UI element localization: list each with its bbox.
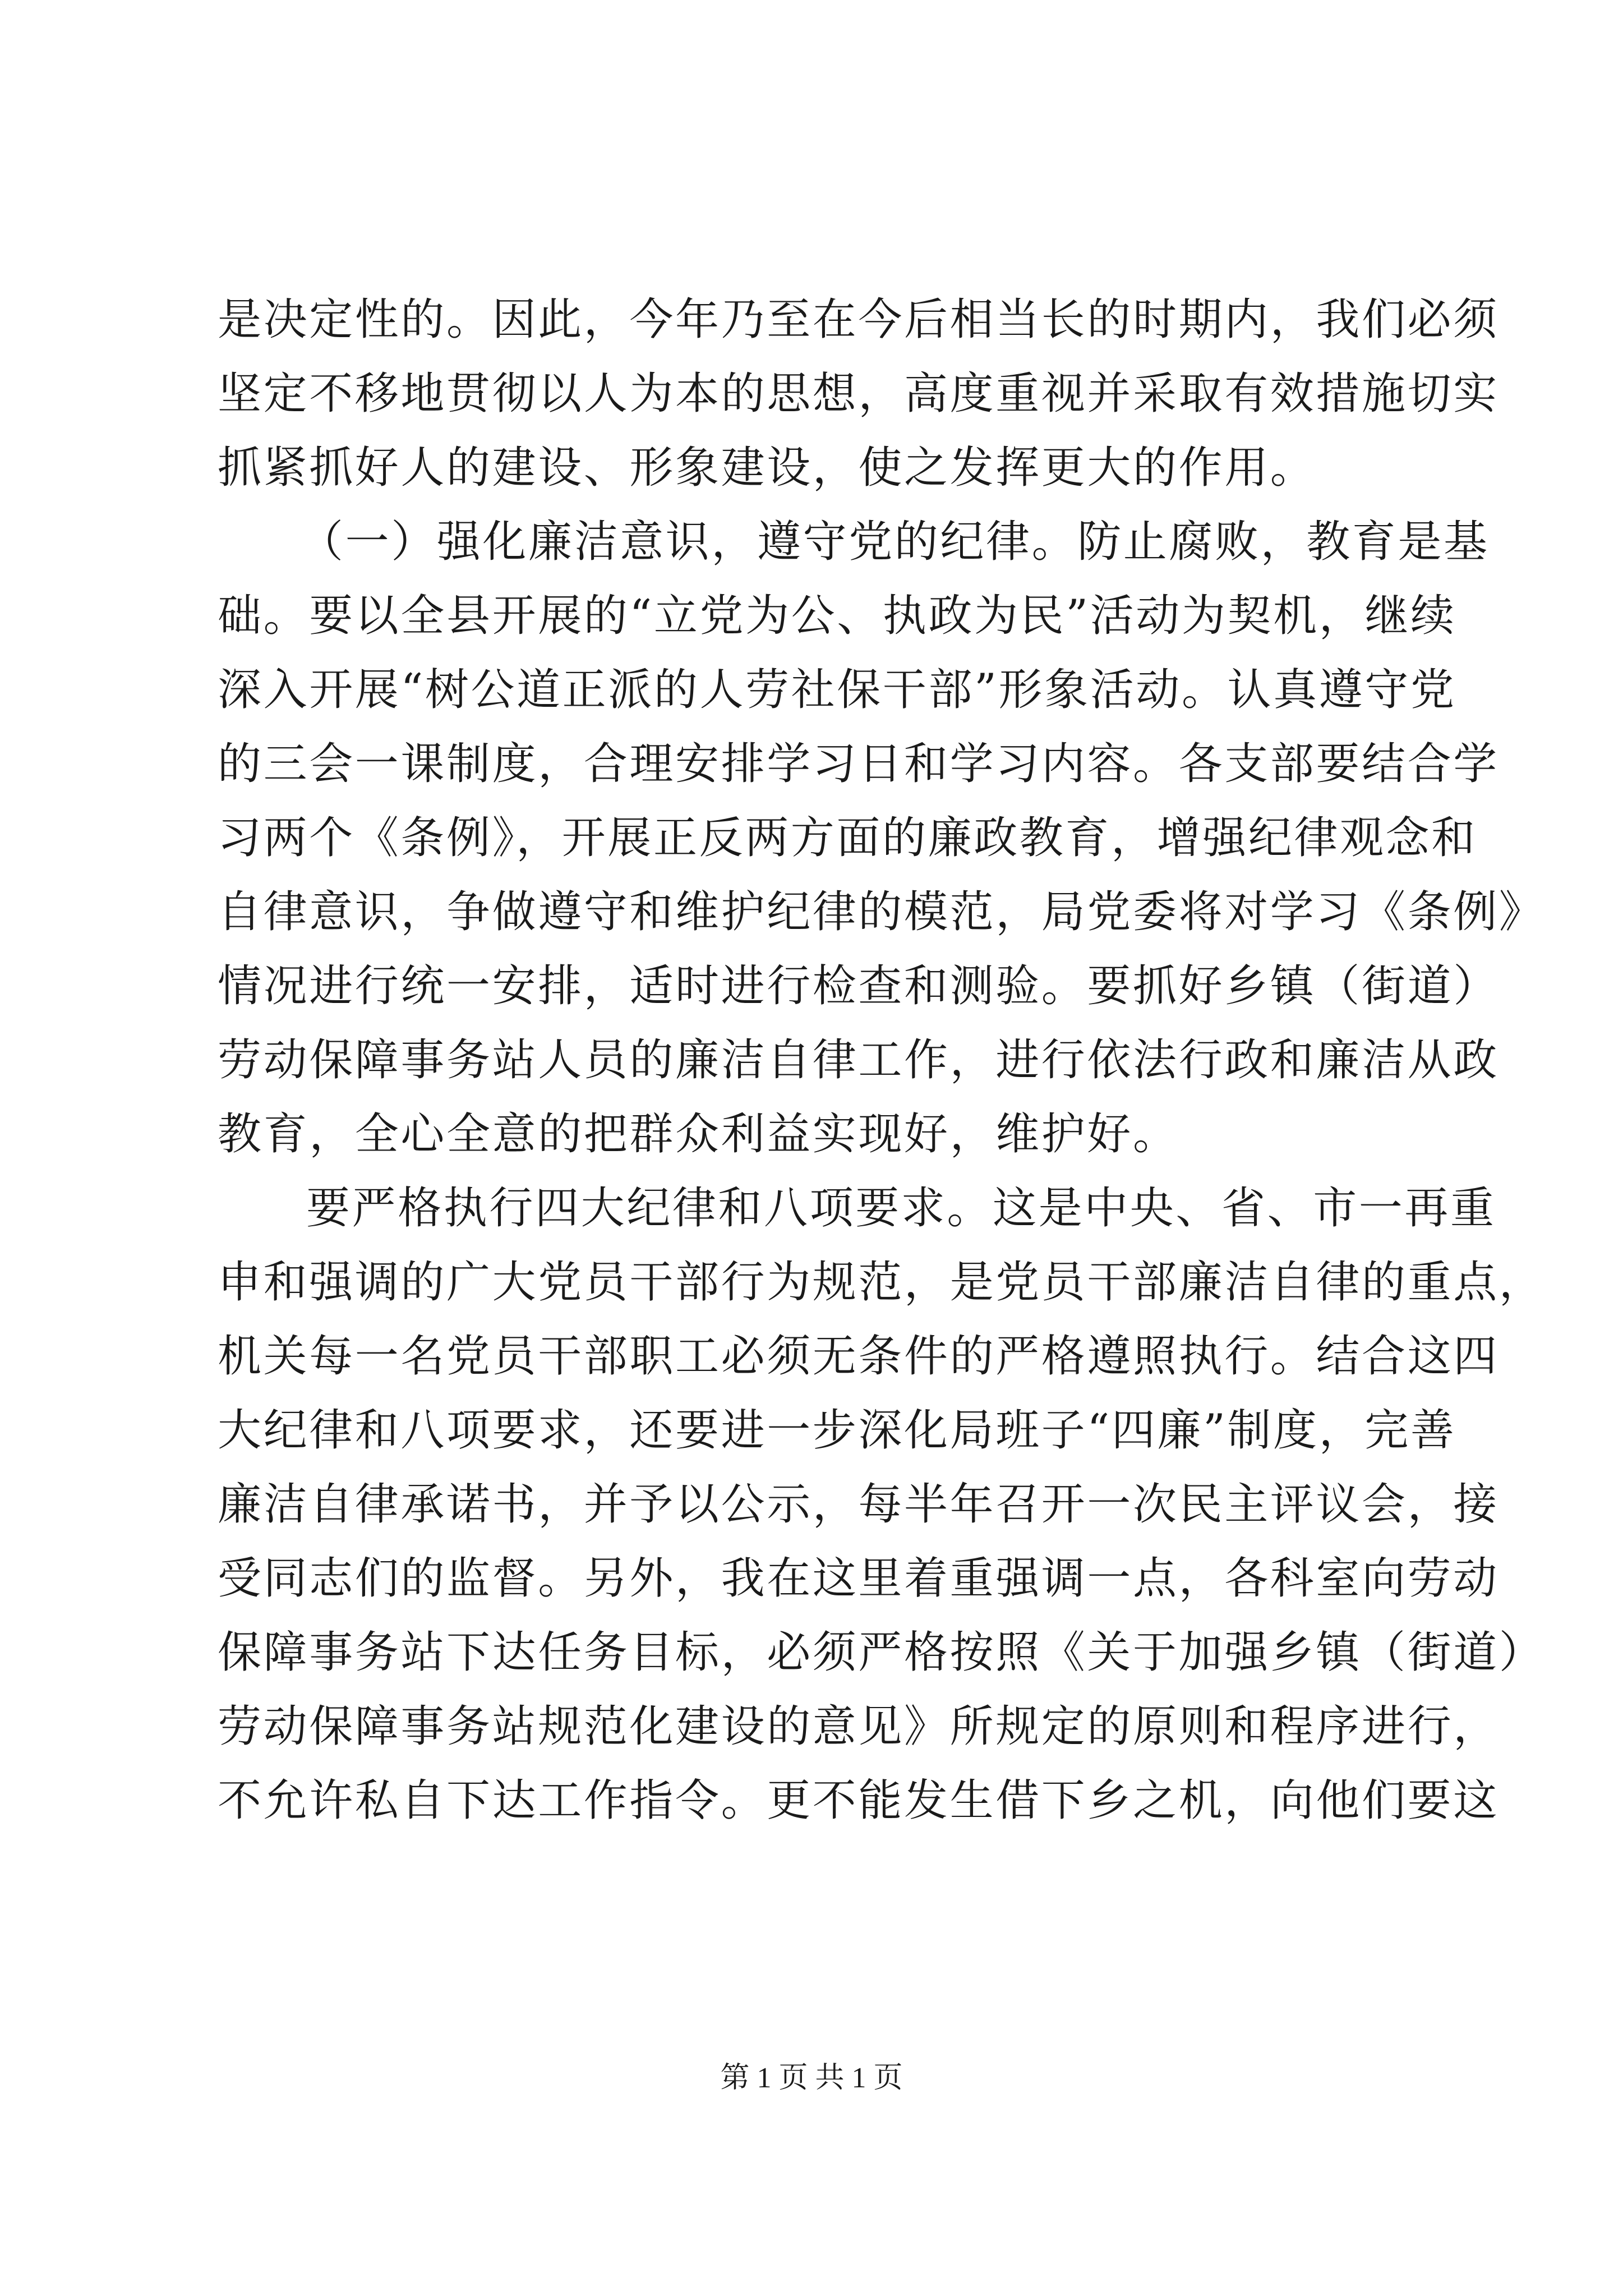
paragraph-start-line: 要严格执行四大纪律和八项要求。这是中央、省、市一再重 <box>306 1183 1496 1234</box>
text-line: 坚定不移地贯彻以人为本的思想，高度重视并采取有效措施切实 <box>218 369 1499 419</box>
page-footer: 第 1 页 共 1 页 <box>720 2062 903 2094</box>
text-line: 受同志们的监督。另外，我在这里着重强调一点，各科室向劳动 <box>218 1553 1499 1604</box>
text-line: 保障事务站下达任务目标，必须严格按照《关于加强乡镇（街道） <box>218 1627 1545 1678</box>
text-line: 是决定性的。因此，今年乃至在今后相当长的时期内，我们必须 <box>218 295 1499 345</box>
text-line: 劳动保障事务站人员的廉洁自律工作，进行依法行政和廉洁从政 <box>218 1035 1499 1085</box>
text-line: 申和强调的广大党员干部行为规范，是党员干部廉洁自律的重点， <box>218 1257 1545 1308</box>
text-line: 习两个《条例》，开展正反两方面的廉政教育，增强纪律观念和 <box>218 813 1477 863</box>
text-line: 教育，全心全意的把群众利益实现好，维护好。 <box>218 1109 1179 1159</box>
text-line: 劳动保障事务站规范化建设的意见》所规定的原则和程序进行， <box>218 1701 1499 1752</box>
text-line: 不允许私自下达工作指令。更不能发生借下乡之机，向他们要这 <box>218 1775 1499 1826</box>
text-line: 机关每一名党员干部职工必须无条件的严格遵照执行。结合这四 <box>218 1331 1499 1382</box>
text-line: 自律意识，争做遵守和维护纪律的模范，局党委将对学习《条例》 <box>218 887 1545 937</box>
text-line: 抓紧抓好人的建设、形象建设，使之发挥更大的作用。 <box>218 443 1316 493</box>
paragraph-start-line: （一）强化廉洁意识，遵守党的纪律。防止腐败，教育是基 <box>299 517 1490 567</box>
text-line: 深入开展“树公道正派的人劳社保干部”形象活动。认真遵守党 <box>218 665 1456 715</box>
text-line: 廉洁自律承诺书，并予以公示，每半年召开一次民主评议会，接 <box>218 1479 1499 1530</box>
text-line: 础。要以全县开展的“立党为公、执政为民”活动为契机，继续 <box>218 591 1456 641</box>
text-line: 情况进行统一安排，适时进行检查和测验。要抓好乡镇（街道） <box>218 961 1499 1011</box>
text-line: 的三会一课制度，合理安排学习日和学习内容。各支部要结合学 <box>218 739 1499 789</box>
text-line: 大纪律和八项要求，还要进一步深化局班子“四廉”制度，完善 <box>218 1405 1456 1456</box>
